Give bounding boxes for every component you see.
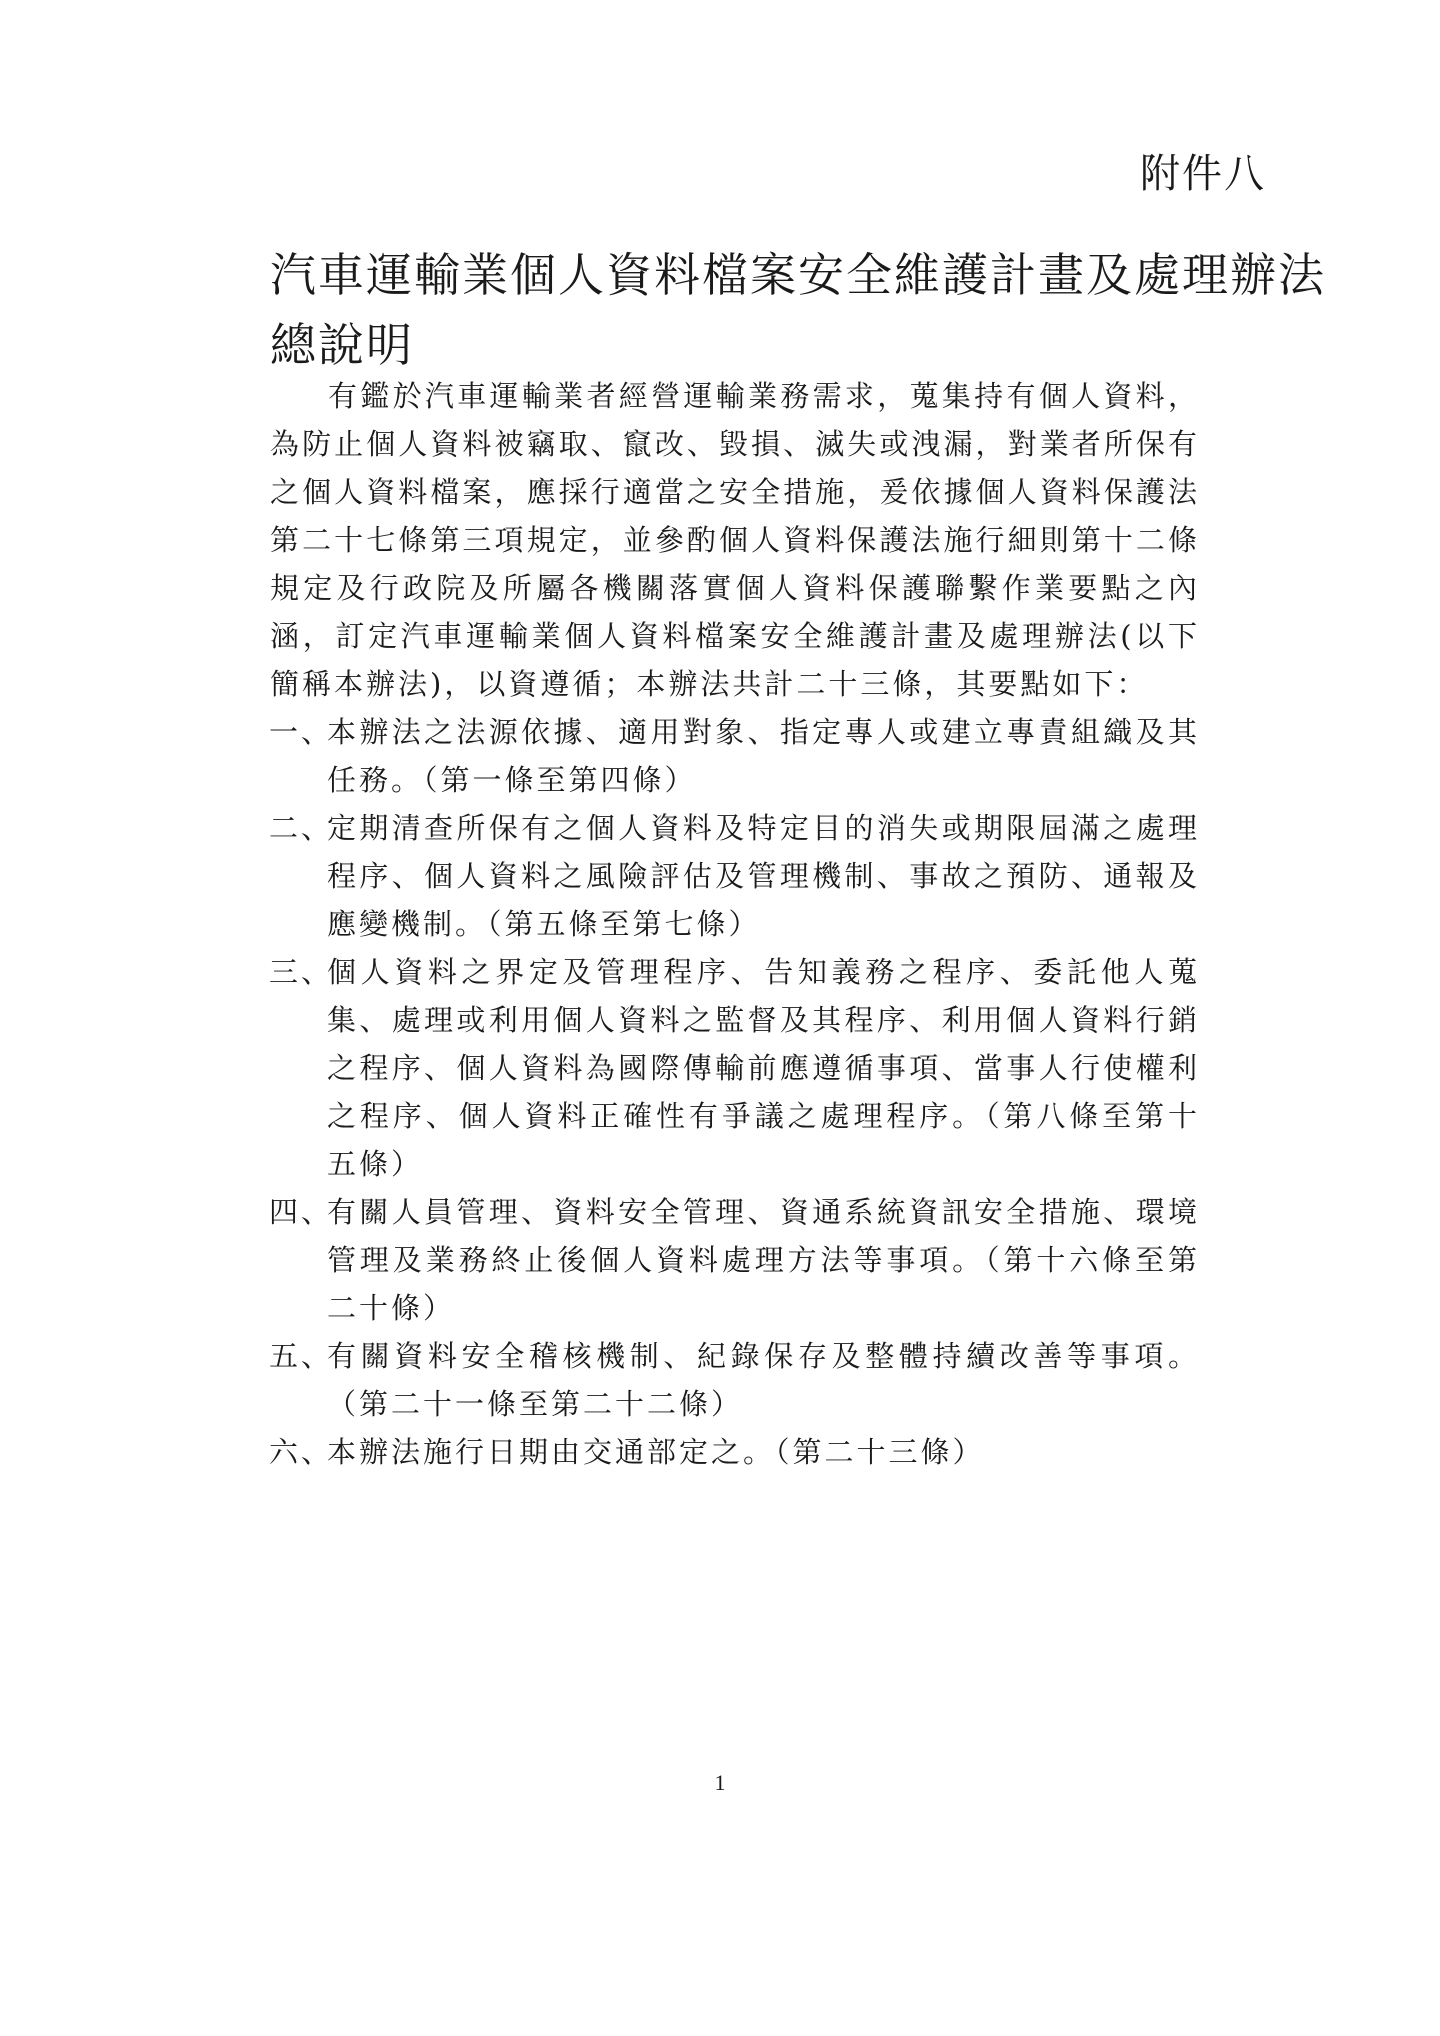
key-point-4 [269,1188,1200,1332]
document-body [270,372,1200,1476]
key-point-text: 本辦法之法源依據、適用對象、指定專人或建立專責組織及其任務。（第一條至第四條） [327,715,1200,797]
key-point-6 [269,1428,1200,1476]
document-title [270,240,1326,380]
key-point-3 [269,948,1200,1188]
key-point-number: 三、 [269,955,334,989]
key-point-number: 四、 [269,1195,334,1229]
key-point-text: 有關人員管理、資料安全管理、資通系統資訊安全措施、環境管理及業務終止後個人資料處理方法等事項。（第十六條至第二十條） [327,1195,1200,1325]
key-point-number: 一、 [269,715,334,749]
key-point-1 [269,708,1200,804]
attachment-label: 附件八 [1140,151,1266,197]
key-point-number: 六、 [269,1435,334,1469]
key-point-5 [269,1332,1200,1428]
key-point-2 [269,804,1200,948]
key-point-text: 定期清查所保有之個人資料及特定目的消失或期限屆滿之處理程序、個人資料之風險評估及管理機制、事故之預防、通報及應變機制。（第五條至第七條） [327,811,1200,941]
key-point-text: 有關資料安全稽核機制、紀錄保存及整體持續改善等事項。（第二十一條至第二十二條） [327,1339,1200,1421]
document-title-line-2: 總說明 [270,318,414,372]
key-point-number: 二、 [269,811,334,845]
key-points-list [270,708,1200,1476]
key-point-text: 本辦法施行日期由交通部定之。（第二十三條） [327,1435,985,1469]
intro-paragraph: 有鑑於汽車運輸業者經營運輸業務需求，蒐集持有個人資料，為防止個人資料被竊取、竄改、毀損、滅失或洩漏，對業者所保有之個人資料檔案，應採行適當之安全措施，爰依據個人資料保護法第二十七條第三項規定，並參酌個人資料保護法施行細則第十二條規定及行政院及所屬各機關落實個人資料保護聯繫作業要點之內涵，訂定汽車運輸業個人資料檔案安全維護計畫及處理辦法(以下簡稱本辦法)，以資遵循；本辦法共計二十三條，其要點如下： [270,379,1200,701]
key-point-text: 個人資料之界定及管理程序、告知義務之程序、委託他人蒐集、處理或利用個人資料之監督及其程序、利用個人資料行銷之程序、個人資料為國際傳輸前應遵循事項、當事人行使權利之程序、個人資料正確性有爭議之處理程序。（第八條至第十五條） [327,955,1200,1181]
document-title-line-1: 汽車運輸業個人資料檔案安全維護計畫及處理辦法 [270,248,1326,302]
key-point-number: 五、 [269,1339,334,1373]
page-number: 1 [714,1770,726,1795]
